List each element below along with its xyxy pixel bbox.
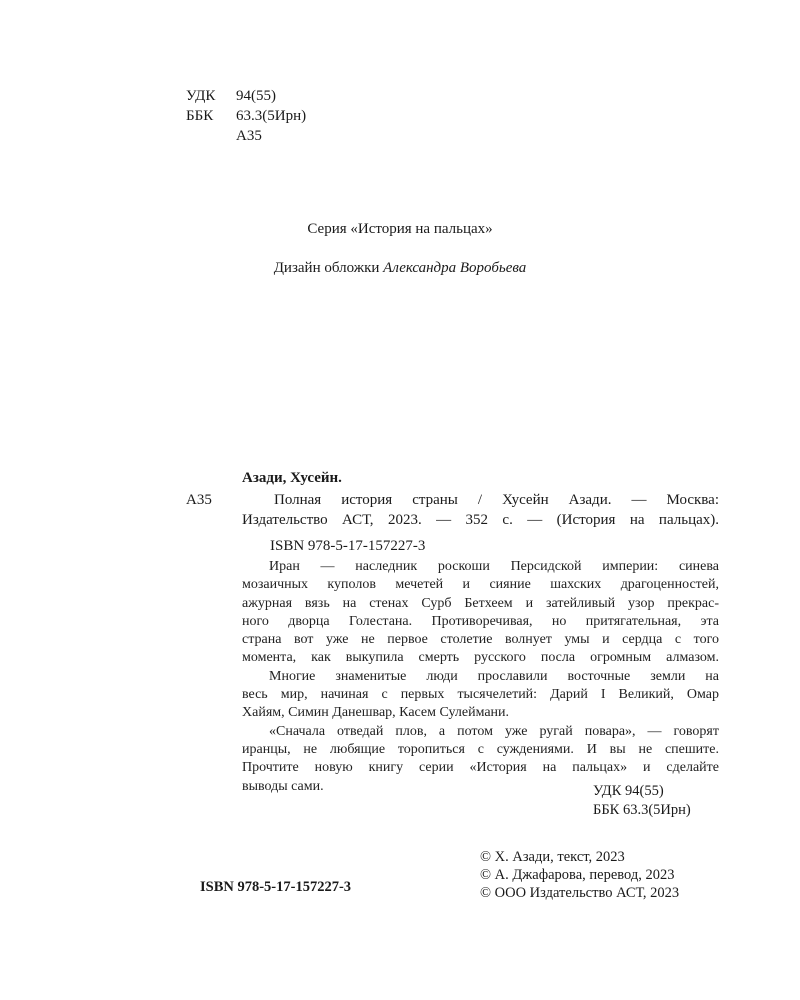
annotation <box>242 558 719 796</box>
top-udk-label: УДК <box>186 88 216 104</box>
top-udk <box>186 86 276 106</box>
top-bbk-value: 63.3(5Ирн) <box>236 108 307 124</box>
bottom-isbn: ISBN 978-5-17-157227-3 <box>200 879 352 895</box>
copyright-line: © ООО Издательство АСТ, 2023 <box>480 885 680 901</box>
catalog-title-line-1: Полная история страны / Хусейн Азади. — Москва: <box>274 492 719 508</box>
annotation-line: ного дворца Голестана. Противоречивая, но притягательная, эта <box>242 613 719 629</box>
catalog-author-mark: А35 <box>186 492 212 508</box>
cover-designer-name: Александра Воробьева <box>383 260 527 276</box>
top-author-mark: А35 <box>236 128 262 144</box>
annotation-paragraph-1 <box>242 558 719 668</box>
annotation-line: мозаичных куполов мечетей и сияние шахских драгоценностей, <box>242 577 719 593</box>
annotation-line: выводы сами. <box>242 778 324 794</box>
top-udk-value: 94(55) <box>236 88 276 104</box>
annotation-paragraph-2 <box>242 668 719 723</box>
copyright-line: © А. Джафарова, перевод, 2023 <box>480 867 675 883</box>
annotation-line: момента, как выкупила смерть русского посла огромным алмазом. <box>242 650 719 666</box>
catalog-isbn: ISBN 978-5-17-157227-3 <box>270 538 426 554</box>
annotation-line: Хайям, Симин Данешвар, Касем Сулеймани. <box>242 705 510 721</box>
copyright-line: © Х. Азади, текст, 2023 <box>480 849 625 865</box>
annotation-line: Многие знаменитые люди прославили восточные земли на <box>269 668 719 684</box>
annotation-line: Иран — наследник роскоши Персидской империи: синева <box>269 559 719 574</box>
annotation-line: иранцы, не любящие торопиться с суждениями. И вы не спешите. <box>242 741 719 757</box>
catalog-bbk: ББК 63.3(5Ирн) <box>593 802 691 818</box>
annotation-line: «Сначала отведай плов, а потом уже ругай повара», — говорят <box>269 723 719 739</box>
annotation-line: страна вот уже не первое столетие волнует умы и сердца с того <box>242 632 719 648</box>
annotation-line: Прочтите новую книгу серии «История на пальцах» и сделайте <box>242 760 719 776</box>
annotation-line: ажурная вязь на стенах Сурб Бетхеем и затейливый узор прекрас- <box>242 595 719 611</box>
top-bbk <box>186 106 306 126</box>
catalog-author-heading: Азади, Хусейн. <box>242 470 342 486</box>
catalog-title-line-2: Издательство АСТ, 2023. — 352 с. — (История на пальцах). <box>242 512 719 528</box>
cover-design-line <box>0 258 800 278</box>
cover-design-prefix: Дизайн обложки <box>273 260 380 276</box>
annotation-line: весь мир, начиная с первых тысячелетий: Дарий I Великий, Омар <box>242 687 719 703</box>
series-line: Серия «История на пальцах» <box>307 221 493 237</box>
top-bbk-label: ББК <box>186 108 214 124</box>
catalog-udk: УДК 94(55) <box>593 783 664 799</box>
